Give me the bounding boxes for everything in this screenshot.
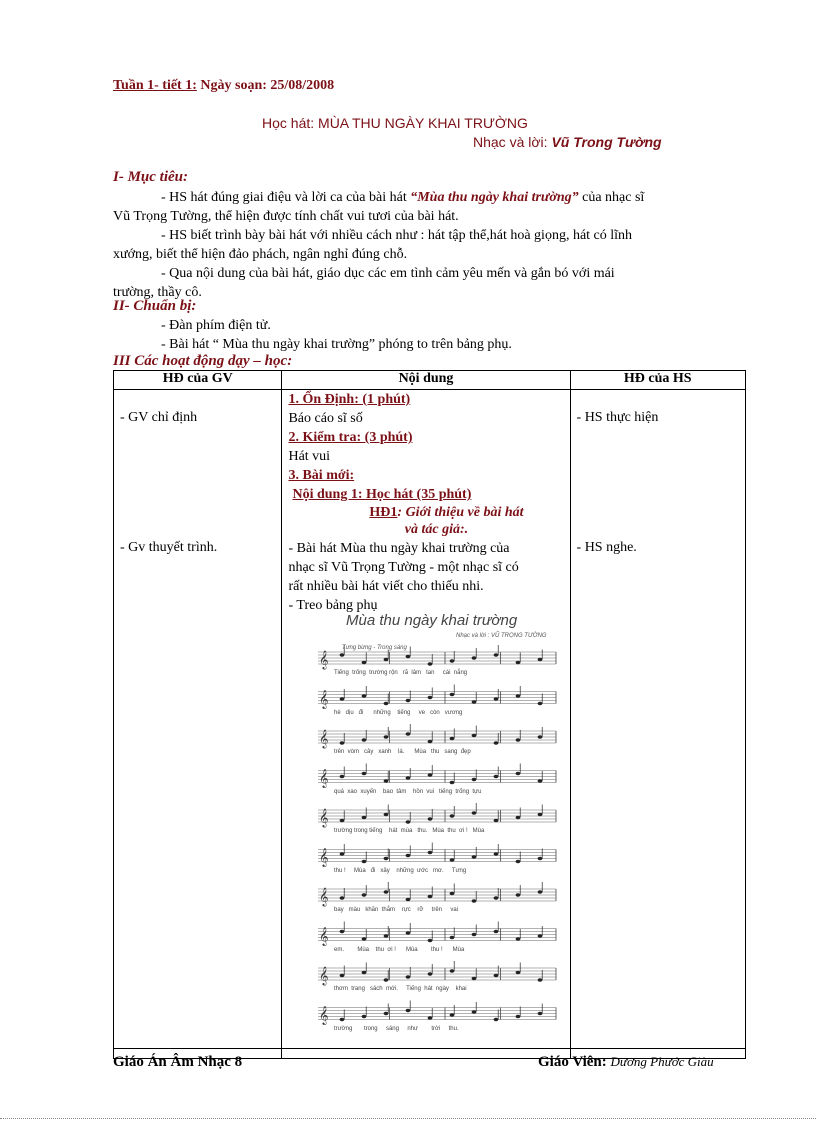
page-edge-dots bbox=[0, 1118, 816, 1119]
svg-text:𝄞: 𝄞 bbox=[319, 887, 329, 906]
lesson-author bbox=[473, 134, 662, 150]
song-title: MÙA THU NGÀY KHAI TRƯỜNG bbox=[318, 115, 528, 131]
hs-item-2: - HS nghe. bbox=[576, 540, 637, 555]
objective-1-cont: Vũ Trọng Tường, thể hiện được tính chất vui tươi của bài hát. bbox=[113, 209, 459, 224]
hd1-label: HĐ1 bbox=[369, 505, 398, 520]
footer-rule bbox=[113, 1048, 746, 1049]
section-preparation-heading: II- Chuẩn bị: bbox=[113, 298, 197, 314]
svg-text:𝄞: 𝄞 bbox=[319, 1005, 329, 1025]
prep-item-2: - Bài hát “ Mùa thu ngày khai trường” phóng to trên bảng phụ. bbox=[161, 337, 512, 352]
col-header-content: Nội dung bbox=[282, 371, 570, 390]
gv-item-1: - GV chỉ định bbox=[120, 410, 198, 425]
section-activities-heading: III Các hoạt động dạy – học: bbox=[113, 353, 293, 369]
gv-item-2: - Gv thuyết trình. bbox=[120, 540, 218, 555]
step-stabilize-text: Báo cáo sĩ số bbox=[288, 411, 363, 426]
hd1-title: : Giới thiệu về bài hát bbox=[397, 505, 524, 520]
svg-text:𝄞: 𝄞 bbox=[319, 650, 329, 669]
lesson-header bbox=[113, 78, 334, 94]
lyric-line: em. Mùa thu ơi ! Mùa thu ! Mùa bbox=[334, 946, 465, 953]
col-header-gv: HĐ của GV bbox=[114, 371, 282, 390]
footer-teacher bbox=[538, 1054, 714, 1071]
objective-3-cont: trường, thầy cô. bbox=[113, 285, 202, 300]
staff bbox=[318, 685, 556, 710]
content-body bbox=[288, 390, 564, 615]
svg-text:𝄞: 𝄞 bbox=[319, 729, 329, 748]
staff bbox=[318, 1001, 556, 1026]
footer-course: Giáo Án Âm Nhạc 8 bbox=[113, 1054, 243, 1070]
svg-text:𝄞: 𝄞 bbox=[319, 926, 329, 946]
objective-2: - HS biết trình bày bài hát với nhiều cách như : hát tập thể,hát hoà giọng, hát có lĩnh bbox=[161, 228, 633, 243]
lyric-line: bay màu khăn thắm rực rỡ trên vai bbox=[334, 907, 458, 913]
staff bbox=[318, 724, 556, 749]
lyric-line: thu ! Mùa đi xây những ước mơ. Tưng bbox=[334, 867, 467, 874]
table-header-row bbox=[114, 371, 746, 390]
svg-text:𝄞: 𝄞 bbox=[319, 966, 329, 985]
hd1-heading bbox=[288, 504, 564, 521]
svg-text:𝄞: 𝄞 bbox=[319, 847, 329, 867]
staff bbox=[318, 803, 556, 828]
hs-cell bbox=[570, 390, 745, 1059]
intro-line-2: nhạc sĩ Vũ Trọng Tường - một nhạc sĩ có bbox=[288, 560, 519, 575]
staff bbox=[318, 764, 556, 789]
teacher-label: Giáo Viên: bbox=[538, 1054, 607, 1070]
staff bbox=[318, 843, 556, 868]
svg-text:𝄞: 𝄞 bbox=[319, 768, 329, 788]
lyric-line: trường trong tiếng hát mùa thu. Mùa thu ơi ! Mùa bbox=[334, 828, 485, 834]
staff bbox=[318, 645, 556, 670]
staff bbox=[318, 882, 556, 907]
hd1-title-cont: và tác giả:. bbox=[404, 522, 469, 537]
score-credit: Nhạc và lời : VŨ TRỌNG TƯỜNG bbox=[456, 633, 547, 639]
sheet-music-image bbox=[298, 608, 566, 1035]
step-check: 2. Kiểm tra: (3 phút) bbox=[288, 430, 413, 445]
section-objectives-heading: I- Mục tiêu: bbox=[113, 169, 189, 185]
hs-item-1: - HS thực hiện bbox=[576, 410, 659, 425]
score-tempo: Tưng bừng - Trong sáng bbox=[342, 645, 407, 651]
step-stabilize: 1. Ổn Định: (1 phút) bbox=[288, 392, 411, 407]
objective-2-cont: xướng, biết thể hiện đảo phách, ngân nghỉ đúng chỗ. bbox=[113, 247, 408, 262]
score-title: Mùa thu ngày khai trường bbox=[346, 612, 518, 629]
lyric-line: trên vòm cây xanh lá. Mùa thu sang đẹp bbox=[334, 749, 471, 755]
teacher-signature: Dương Phước Giàu bbox=[610, 1054, 714, 1069]
prep-item-1: - Đàn phím điện tử. bbox=[161, 318, 271, 333]
board-instruction: - Treo bảng phụ bbox=[288, 598, 378, 613]
step-check-text: Hát vui bbox=[288, 449, 331, 464]
title-prefix: Học hát: bbox=[262, 115, 315, 131]
song-name-emphasis: “Mùa thu ngày khai trường” bbox=[410, 190, 579, 205]
objectives-body bbox=[113, 188, 740, 302]
intro-line-1: - Bài hát Mùa thu ngày khai trường của bbox=[288, 541, 510, 556]
svg-text:𝄞: 𝄞 bbox=[319, 808, 329, 827]
lyric-line: hè dịu đi những tiếng ve còn vương bbox=[334, 709, 463, 716]
author-name: Vũ Trong Tường bbox=[551, 134, 662, 150]
lyric-line: trường trong sáng như trời thu. bbox=[334, 1025, 459, 1032]
svg-text:𝄞: 𝄞 bbox=[319, 689, 329, 709]
lyric-line: Tiếng trống trường rộn rã lâm tan cái nắng bbox=[334, 670, 468, 676]
objective-3: - Qua nội dung của bài hát, giáo dục các em tình cảm yêu mến và gắn bó với mái bbox=[161, 266, 615, 281]
staff bbox=[318, 961, 556, 986]
col-header-hs: HĐ của HS bbox=[570, 371, 745, 390]
intro-line-3: rất nhiều bài hát viết cho thiếu nhi. bbox=[288, 579, 484, 594]
lesson-title bbox=[262, 115, 528, 131]
step-new-lesson: 3. Bài mới: bbox=[288, 468, 355, 483]
author-prefix: Nhạc và lời: bbox=[473, 134, 548, 150]
staff bbox=[318, 922, 556, 947]
date-label: Ngày soạn: 25/08/2008 bbox=[200, 78, 335, 93]
week-label: Tuần 1- tiết 1: bbox=[113, 78, 197, 93]
lyric-line: quá xao xuyến bao tâm hồn vui tiếng trống tựu bbox=[334, 788, 482, 795]
gv-cell bbox=[114, 390, 282, 1059]
lyric-line: thơm trang sách mới. Tiếng hát ngày khai bbox=[334, 986, 467, 992]
objective-1: - HS hát đúng giai điệu và lời ca của bài hát “Mùa thu ngày khai trường” của nhạc sĩ bbox=[161, 190, 645, 205]
topic-heading: Nội dung 1: Học hát (35 phút) bbox=[292, 487, 472, 502]
preparation-body bbox=[161, 316, 512, 354]
